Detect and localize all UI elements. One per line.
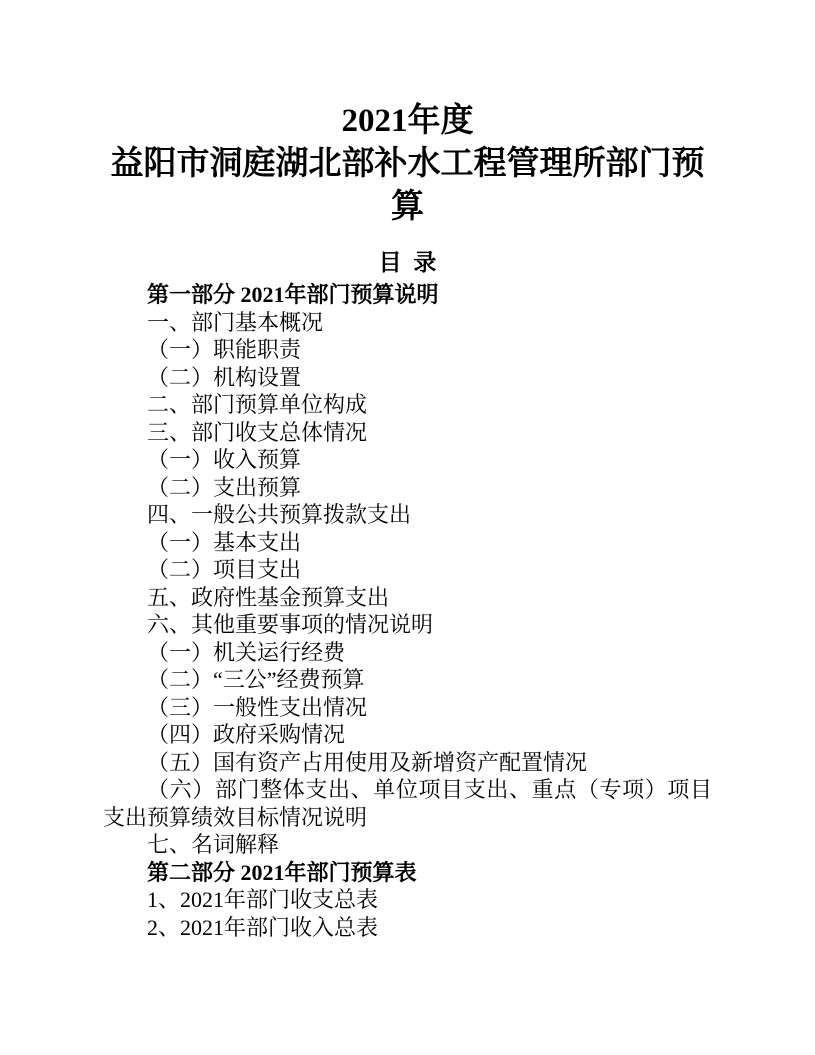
document-title	[103, 100, 712, 229]
toc-item: 五、政府性基金预算支出	[147, 584, 390, 610]
toc-item: 第一部分 2021年部门预算说明	[147, 282, 439, 307]
toc-item: （三）一般性支出情况	[147, 694, 368, 720]
document-title-department: 益阳市洞庭湖北部补水工程管理所部门预算	[110, 146, 705, 225]
toc-item: 1、2021年部门收支总表	[147, 887, 379, 912]
toc-item: （二）项目支出	[147, 557, 302, 582]
toc-item: （二）机构设置	[147, 364, 302, 390]
toc-item: （四）政府采购情况	[147, 722, 346, 747]
toc-item: （一）收入预算	[147, 447, 302, 472]
toc-item: 三、部门收支总体情况	[147, 419, 368, 445]
toc-item: 2、2021年部门收入总表	[147, 914, 379, 940]
toc-item: （一）基本支出	[147, 529, 302, 555]
toc-list	[103, 281, 712, 941]
toc-heading: 目 录	[378, 250, 437, 275]
toc-item: （二）支出预算	[147, 474, 302, 500]
toc-item: （二）“三公”经费预算	[147, 667, 365, 692]
toc-item: 四、一般公共预算拨款支出	[147, 502, 412, 527]
toc-item: （五）国有资产占用使用及新增资产配置情况	[147, 749, 588, 775]
toc-item: 二、部门预算单位构成	[147, 392, 368, 417]
toc-item: 一、部门基本概况	[147, 309, 324, 335]
document-title-year: 2021年度	[341, 103, 474, 139]
toc-item: （六）部门整体支出、单位项目支出、重点（专项）项目支出预算绩效目标情况说明	[103, 777, 712, 830]
toc-item: （一）机关运行经费	[147, 639, 346, 665]
toc-item: 七、名词解释	[147, 832, 280, 857]
toc-item: 第二部分 2021年部门预算表	[147, 859, 417, 885]
toc-item: 六、其他重要事项的情况说明	[147, 612, 434, 637]
toc-item: （一）职能职责	[147, 337, 302, 362]
